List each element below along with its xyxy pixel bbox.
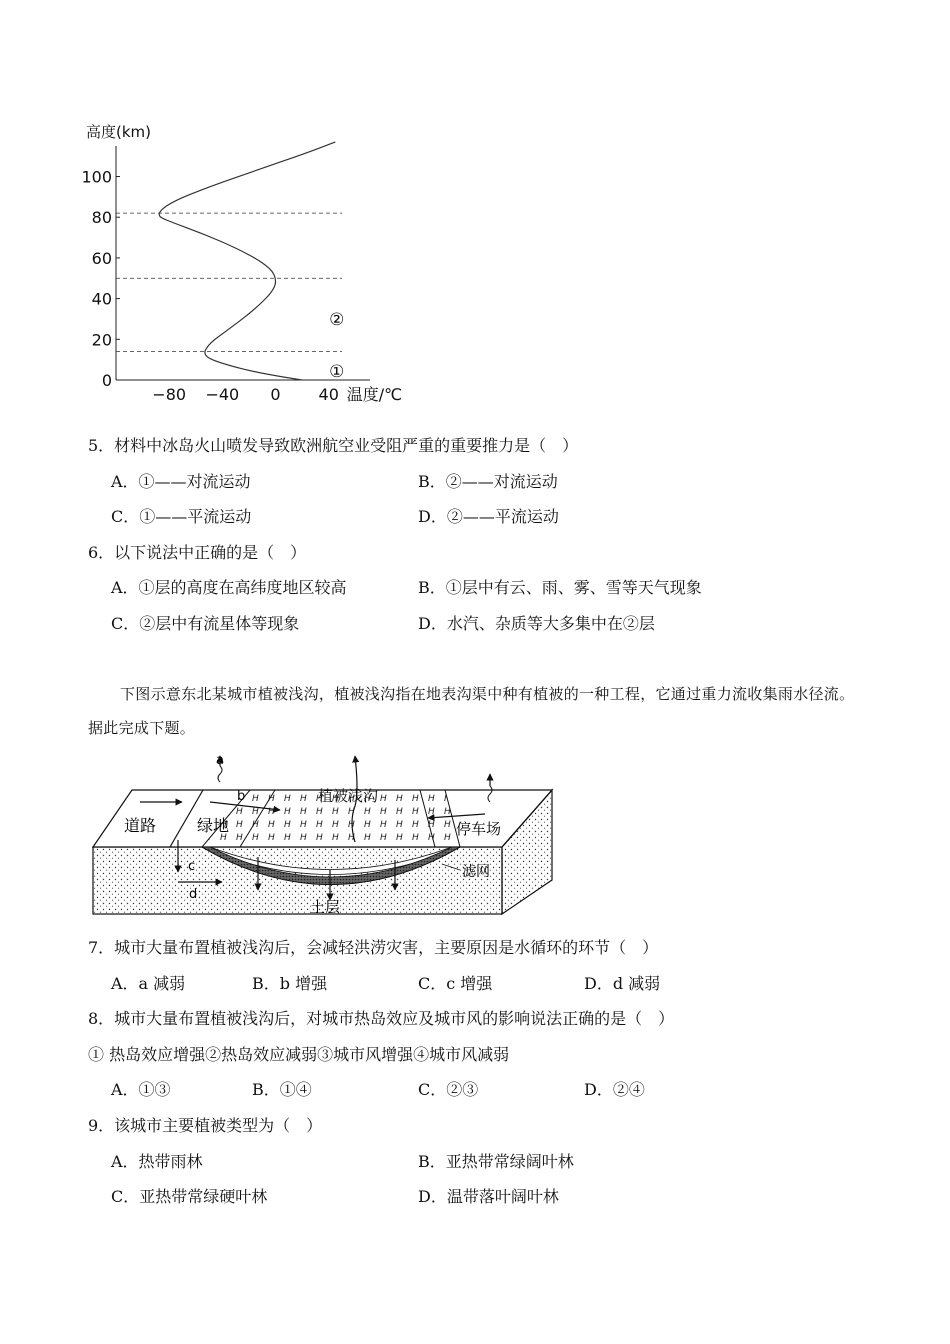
question-5-option-b[interactable]: B．②——对流运动 [418,472,558,491]
question-6-option-d[interactable]: D．水汽、杂质等大多集中在②层 [418,614,655,633]
question-8-option-c[interactable]: C．②③ [418,1080,479,1099]
question-6-option-b[interactable]: B．①层中有云、雨、雾、雪等天气现象 [418,578,702,597]
label-parking: 停车场 [456,820,502,838]
question-8-statements: ① 热岛效应增强②热岛效应减弱③城市风增强④城市风减弱 [88,1045,510,1064]
label-swale: 植被浅沟 [318,787,379,805]
x-axis-label: 温度/℃ [346,385,403,404]
label-b: b [237,789,246,804]
y-tick-label: 60 [91,248,112,268]
y-axis-label: 高度(km) [86,123,152,141]
x-tick-label: −40 [205,385,240,404]
question-5-option-c[interactable]: C．①——平流运动 [111,507,252,526]
label-a: a [216,753,224,768]
atmosphere-temperature-chart [80,118,440,410]
x-tick-label: −80 [152,385,187,404]
temperature-curve [159,142,335,380]
question-7-option-b[interactable]: B．b 增强 [252,974,328,993]
question-5-stem: 5．材料中冰岛火山喷发导致欧洲航空业受阻严重的重要推力是（ ） [88,436,579,455]
label-filter: 滤网 [462,864,490,880]
label-soil: 土层 [310,898,341,916]
question-9-option-b[interactable]: B．亚热带常绿阔叶林 [418,1152,574,1171]
x-tick-label: 40 [318,385,339,404]
label-green: 绿地 [197,816,230,835]
question-7-option-c[interactable]: C．c 增强 [418,974,493,993]
question-6-option-a[interactable]: A．①层的高度在高纬度地区较高 [111,578,347,597]
question-7-stem: 7．城市大量布置植被浅沟后，会减轻洪涝灾害，主要原因是水循环的环节（ ） [88,938,659,957]
question-8-stem: 8．城市大量布置植被浅沟后，对城市热岛效应及城市风的影响说法正确的是（ ） [88,1009,675,1028]
y-tick-label: 20 [91,330,112,350]
question-6-option-c[interactable]: C．②层中有流星体等现象 [111,614,300,633]
label-d: d [189,887,198,902]
y-tick-label: 40 [91,289,112,309]
x-tick-label: 0 [270,385,281,404]
y-tick-label: 0 [101,371,112,390]
layer-2-annotation: ② [329,309,345,330]
question-5-option-a[interactable]: A．①——对流运动 [111,472,251,491]
question-9-option-a[interactable]: A．热带雨林 [111,1152,203,1171]
question-5-option-d[interactable]: D．②——平流运动 [418,507,559,526]
passage-intro: 下图示意东北某城市植被浅沟，植被浅沟指在地表沟渠中种有植被的一种工程，它通过重力流收集雨水径流。据此完成下题。 [88,685,855,737]
y-tick-label: 80 [91,208,112,228]
vegetated-swale-diagram [90,752,560,922]
question-9-stem: 9．该城市主要植被类型为（ ） [88,1116,323,1135]
question-8-option-a[interactable]: A．①③ [111,1080,171,1099]
label-c: c [188,859,196,874]
question-6-stem: 6．以下说法中正确的是（ ） [88,543,307,562]
question-7-option-d[interactable]: D．d 减弱 [584,974,661,993]
y-tick-label: 100 [81,167,112,187]
label-road: 道路 [124,816,157,835]
question-9-option-d[interactable]: D．温带落叶阔叶林 [418,1187,559,1206]
question-7-option-a[interactable]: A．a 减弱 [111,974,186,993]
question-8-option-b[interactable]: B．①④ [252,1080,312,1099]
question-8-option-d[interactable]: D．②④ [584,1080,645,1099]
question-9-option-c[interactable]: C．亚热带常绿硬叶林 [111,1187,268,1206]
layer-1-annotation: ① [329,361,345,382]
